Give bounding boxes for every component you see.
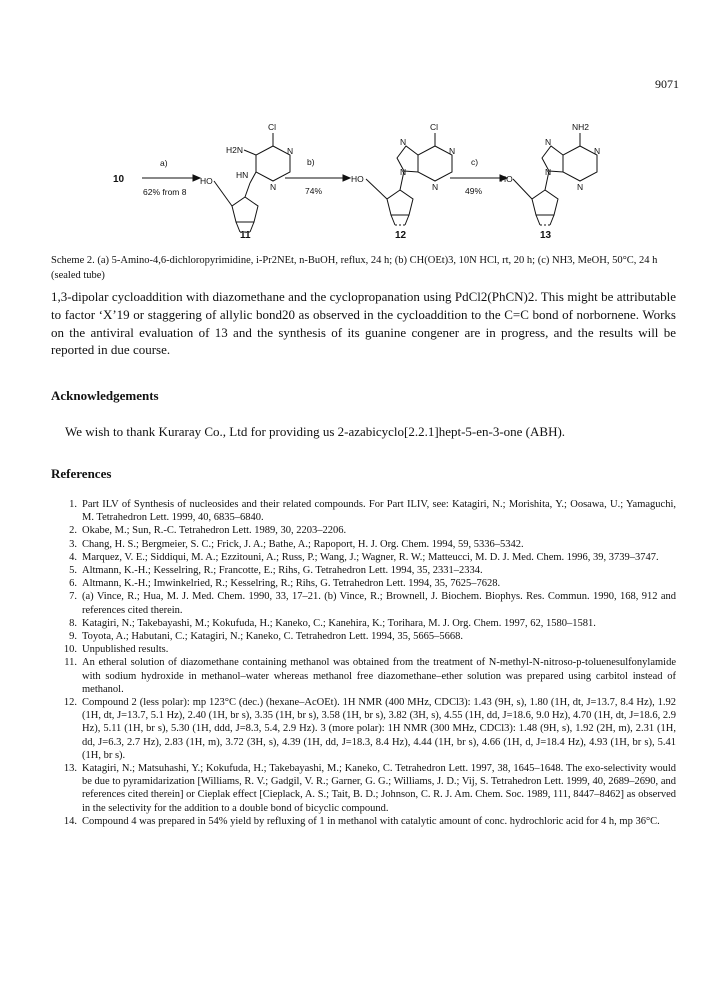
references-list — [51, 498, 676, 828]
reference-item — [51, 590, 676, 616]
reference-number: 11. — [64, 657, 77, 669]
ring-n-atom-12c: N — [432, 182, 439, 192]
reference-number: 13. — [63, 763, 77, 775]
ring-n-atom-12a: N — [400, 137, 407, 147]
reference-text: Katagiri, N.; Matsuhashi, Y.; Kokufuda, H.; Takebayashi, M.; Kaneko, C. Tetrahedron Lett. 1997, 38, 1645–1648. The exo-selectivity would be due to pyramidarization [Williams, R. V.; Gadgil, V. R.; Garner, G. G.; Williams, J. D.; Vij, S. Tetrahedron Lett. 1999, 40, 2689–2690, and references cited therein] or Cieplak effect [Cieplack, A. S.; Tait, B. D.; Johnson, C. R. J. Am. Chem. Soc. 1989, 111, 8447–8462] as observed in the selectivity for the addition to a double bond of bicyclic compound. — [82, 763, 676, 814]
reference-text: Toyota, A.; Habutani, C.; Katagiri, N.; Kaneko, C. Tetrahedron Lett. 1994, 35, 5665–5668. — [82, 631, 463, 643]
ho-atom-11: HO — [200, 176, 213, 186]
step-c-label: c) — [471, 157, 479, 167]
chloro-atom-11: Cl — [268, 122, 277, 132]
hn-atom-11: HN — [236, 170, 249, 180]
reference-number: 5. — [69, 565, 77, 577]
step-b-label: b) — [307, 157, 315, 167]
reference-number: 10. — [63, 644, 77, 656]
reference-text: Compound 4 was prepared in 54% yield by refluxing of 1 in methanol with catalytic amount of conc. hydrochloric acid for 4 h, mp 36°C. — [82, 815, 660, 827]
ring-n-atom-13b: N — [594, 146, 601, 156]
reference-item — [51, 524, 676, 537]
reference-item — [51, 643, 676, 656]
acknowledgements-text: We wish to thank Kuraray Co., Ltd for providing us 2-azabicyclo[2.2.1]hept-5-en-3-one (ABH). — [65, 424, 566, 439]
reference-item — [51, 577, 676, 590]
reference-number: 6. — [69, 578, 77, 590]
reference-number: 8. — [69, 617, 77, 629]
step-b-yield: 74% — [305, 186, 323, 196]
references-heading: References — [51, 466, 112, 481]
reaction-scheme — [0, 0, 720, 250]
step-a-yield: 62% from 8 — [143, 187, 187, 197]
body-paragraph: 1,3-dipolar cycloaddition with diazomethane and the cyclopropanation using PdCl2(PhCN)2. This might be attributable to factor ‘X’19 or staggering of allylic bond20 as observed in the cycloaddition to the C=C bond of norbornene. Works on the antiviral evaluation of 13 and the synthesis of its guanine congener are in progress, and the results will be reported in due course. — [51, 289, 676, 358]
ring-n-atom-13d: N — [545, 167, 552, 177]
ring-n-atom-13a: N — [545, 137, 552, 147]
reference-item — [51, 815, 676, 828]
reference-number: 3. — [69, 538, 77, 550]
reference-item — [51, 630, 676, 643]
ring-n-atom-11b: N — [270, 182, 277, 192]
ring-n-atom-13c: N — [577, 182, 584, 192]
reference-text: An etheral solution of diazomethane containing methanol was obtained from the treatment of N-methyl-N-nitroso-p-toluenesulfonylamide with sodium hydroxide in methanol–water whereas methanol free diazomethane–ether solution was prepared using carbitol instead of methanol. — [82, 657, 676, 695]
ho-atom-13: HO — [500, 174, 513, 184]
reference-item — [51, 696, 676, 762]
page-number: 9071 — [655, 77, 679, 91]
ring-n-atom-12d: N — [400, 167, 407, 177]
reference-item — [51, 762, 676, 815]
reference-number: 1. — [69, 499, 77, 510]
reference-text: Part ILV of Synthesis of nucleosides and their related compounds. For Part ILIV, see: Katagiri, N.; Morishita, Y.; Oosawa, U.; Yamaguchi, M. Tetrahedron Lett. 1999, 40, 6835–6840. — [82, 499, 676, 524]
reference-item — [51, 498, 676, 524]
ring-n-atom-12b: N — [449, 146, 456, 156]
reference-text: Unpublished results. — [82, 644, 169, 656]
reference-text: Altmann, K.-H.; Imwinkelried, R.; Kesselring, R.; Rihs, G. Tetrahedron Lett. 1994, 35, 7625–7628. — [82, 578, 501, 590]
chloro-atom-12: Cl — [430, 122, 439, 132]
reference-text: (a) Vince, R.; Hua, M. J. Med. Chem. 1990, 33, 17–21. (b) Vince, R.; Brownell, J. Biochem. Biophys. Res. Commun. 1990, 168, 912 and references cited therein. — [82, 591, 676, 616]
reference-item — [51, 656, 676, 696]
reference-text: Katagiri, N.; Takebayashi, M.; Kokufuda, H.; Kaneko, C.; Kanehira, K.; Torihara, M. J. Org. Chem. 1997, 62, 1580–1581. — [82, 617, 596, 629]
compound-label-11: 11 — [240, 230, 251, 241]
scheme-caption: Scheme 2. (a) 5-Amino-4,6-dichloropyrimidine, i-Pr2NEt, n-BuOH, reflux, 24 h; (b) CH(OEt)3, 10N HCl, rt, 20 h; (c) NH3, MeOH, 50°C, 24 h (sealed tube) — [51, 255, 658, 281]
reference-number: 14. — [63, 815, 77, 827]
step-c-yield: 49% — [465, 186, 483, 196]
reference-text: Chang, H. S.; Bergmeier, S. C.; Frick, J. A.; Bathe, A.; Rapoport, H. J. Org. Chem. 1994, 59, 5336–5342. — [82, 538, 524, 550]
reference-text: Marquez, V. E.; Siddiqui, M. A.; Ezzitouni, A.; Russ, P.; Wang, J.; Wagner, R. W.; Matteucci, M. D. J. Med. Chem. 1996, 39, 3739–3747. — [82, 551, 659, 563]
amino-atom-11: H2N — [226, 145, 244, 155]
reference-number: 12. — [63, 697, 77, 709]
step-a-label: a) — [160, 158, 168, 168]
reference-text: Okabe, M.; Sun, R.-C. Tetrahedron Lett. 1989, 30, 2203–2206. — [82, 525, 347, 537]
start-compound-label: 10 — [113, 174, 125, 185]
reference-text: Compound 2 (less polar): mp 123°C (dec.) (hexane–AcOEt). 1H NMR (400 MHz, CDCl3): 1.43 (9H, s), 1.80 (1H, dt, J=13.7, 8.4 Hz), 1.92 (1H, dt, J=13.7, 5.1 Hz), 2.40 (1H, br s), 3.35 (1H, br s), 3.58 (1H, br s), 3.82 (3H, s), 4.55 (1H, dd, J=18.6, 9.0 Hz), 4.70 (1H, dt, J=18.6, 2.9 Hz), 5.11 (1H, br s), 5.30 (1H, ddd, J=8.3, 5.4, 2.9 Hz). 3 (more polar): 1H NMR (300 MHz, CDCl3): 1.48 (9H, s), 1.92 (2H, m), 2.31 (1H, dd, J=6.3, 2.7 Hz), 2.83 (1H, m), 3.72 (3H, s), 4.39 (1H, dd, J=18.3, 8.4 Hz), 4.44 (1H, br s), 4.66 (1H, d, J=18.4 Hz), 4.93 (1H, br s), 5.41 (1H, br s). — [82, 697, 676, 761]
reference-number: 7. — [69, 591, 77, 603]
reference-item — [51, 617, 676, 630]
acknowledgements-heading: Acknowledgements — [51, 388, 159, 403]
amino-atom-13: NH2 — [572, 122, 590, 132]
ho-atom-12: HO — [351, 174, 364, 184]
reference-item — [51, 551, 676, 564]
reference-number: 4. — [69, 551, 77, 563]
ring-n-atom-11a: N — [287, 146, 294, 156]
compound-label-13: 13 — [540, 230, 552, 241]
reference-item — [51, 564, 676, 577]
reference-number: 9. — [69, 631, 77, 643]
reference-item — [51, 538, 676, 551]
reference-number: 2. — [69, 525, 77, 537]
reference-text: Altmann, K.-H.; Kesselring, R.; Francotte, E.; Rihs, G. Tetrahedron Lett. 1994, 35, 2331–2334. — [82, 565, 483, 577]
compound-label-12: 12 — [395, 230, 407, 241]
